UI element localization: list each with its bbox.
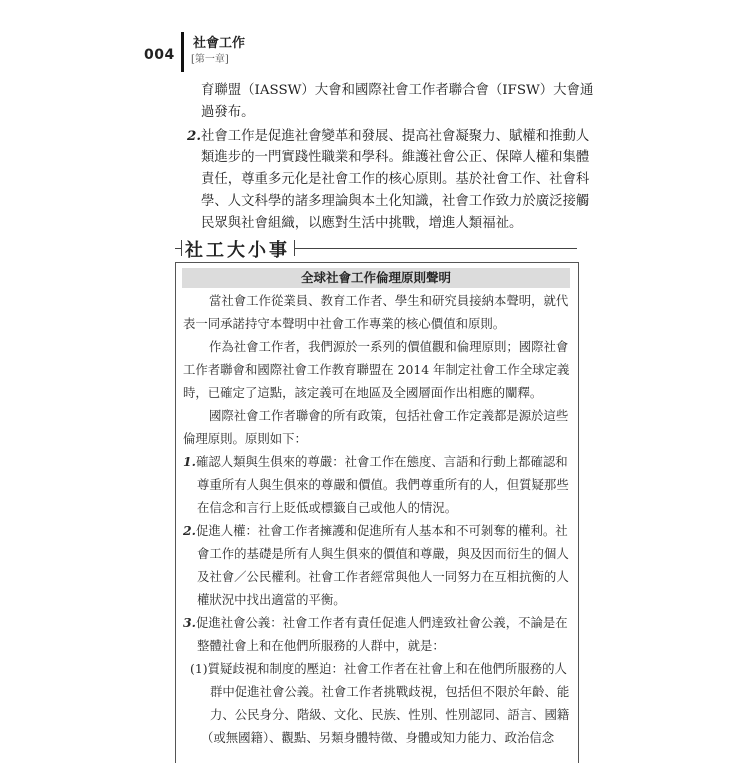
box-bracket-left [181,240,182,256]
body-line: 民眾與社會組織，以應對生活中挑戰，增進人類福祉。 [201,216,523,231]
box-line: 會工作的基礎是所有人與生俱來的價值和尊嚴，與及因而衍生的個人 [197,546,569,561]
box-line: 3.促進社會公義：社會工作者有責任促進人們達致社會公義，不論是在 [183,615,568,630]
item-number: 1. [183,454,196,469]
box-line: 整體社會上和在他們所服務的人群中，就是： [197,638,445,653]
body-line: 過發布。 [201,105,255,120]
box-line: （或無國籍）、觀點、另類身體特徵、身體或知力能力、政治信念 [201,730,555,745]
box-line: 尊重所有人與生俱來的尊嚴和價值。我們尊重所有的人，但質疑那些 [197,477,569,492]
box-line: (1)質疑歧視和制度的壓迫：社會工作者在社會上和在他們所服務的人 [190,661,567,676]
box-header: 全球社會工作倫理原則聲明 [182,268,570,288]
sub-item-number: (1) [190,661,208,676]
item-number: 2. [187,128,201,144]
body-line: 責任，尊重多元化是社會工作的核心原則。基於社會工作、社會科 [201,172,590,187]
chapter-title: 社會工作 [193,36,246,51]
box-title: 社工大小事 [185,240,290,261]
box-line: 工作者聯會和國際社會工作教育聯盟在 2014 年制定社會工作全球定義 [183,362,570,377]
box-line: 力、公民身分、階級、文化、民族、性別、性別認同、語言、國籍 [210,707,570,722]
box-line: 倫理原則。原則如下： [183,431,307,446]
box-line: 表一同承諾持守本聲明中社會工作專業的核心價值和原則。 [183,316,506,331]
box-line: 國際社會工作者聯會的所有政策，包括社會工作定義都是源於這些 [209,408,569,423]
box-line: 當社會工作從業員、教育工作者、學生和研究員接納本聲明，就代 [209,293,569,308]
chapter-subtitle: [第一章] [191,54,229,65]
body-line: 2.社會工作是促進社會變革和發展、提高社會凝聚力、賦權和推動人 [187,128,590,144]
body-line: 育聯盟（IASSW）大會和國際社會工作者聯合會（IFSW）大會通 [201,83,594,98]
body-line: 類進步的一門實踐性職業和學科。維護社會公正、保障人權和集體 [201,150,590,165]
box-line: 權狀況中找出適當的平衡。 [197,592,346,607]
box-title-rule-right [295,248,577,249]
body-line: 學、人文科學的諸多理論與本土化知識，社會工作致力於廣泛接觸 [201,194,590,209]
box-line: 時，已確定了這點，該定義可在地區及全國層面作出相應的闡釋。 [183,385,543,400]
header-divider [181,32,184,72]
box-line: 在信念和言行上貶低或標籤自己或他人的情況。 [197,500,458,515]
item-number: 2. [183,523,196,538]
page-number: 004 [144,47,175,63]
box-line: 1.確認人類與生俱來的尊嚴：社會工作在態度、言語和行動上都確認和 [183,454,568,469]
box-line: 群中促進社會公義。社會工作者挑戰歧視，包括但不限於年齡、能 [210,684,570,699]
box-line: 作為社會工作者，我們源於一系列的價值觀和倫理原則；國際社會 [209,339,569,354]
box-line: 及社會／公民權利。社會工作者經常與他人一同努力在互相抗衡的人 [197,569,569,584]
box-line: 2.促進人權：社會工作者擁護和促進所有人基本和不可剝奪的權利。社 [183,523,568,538]
item-number: 3. [183,615,196,630]
